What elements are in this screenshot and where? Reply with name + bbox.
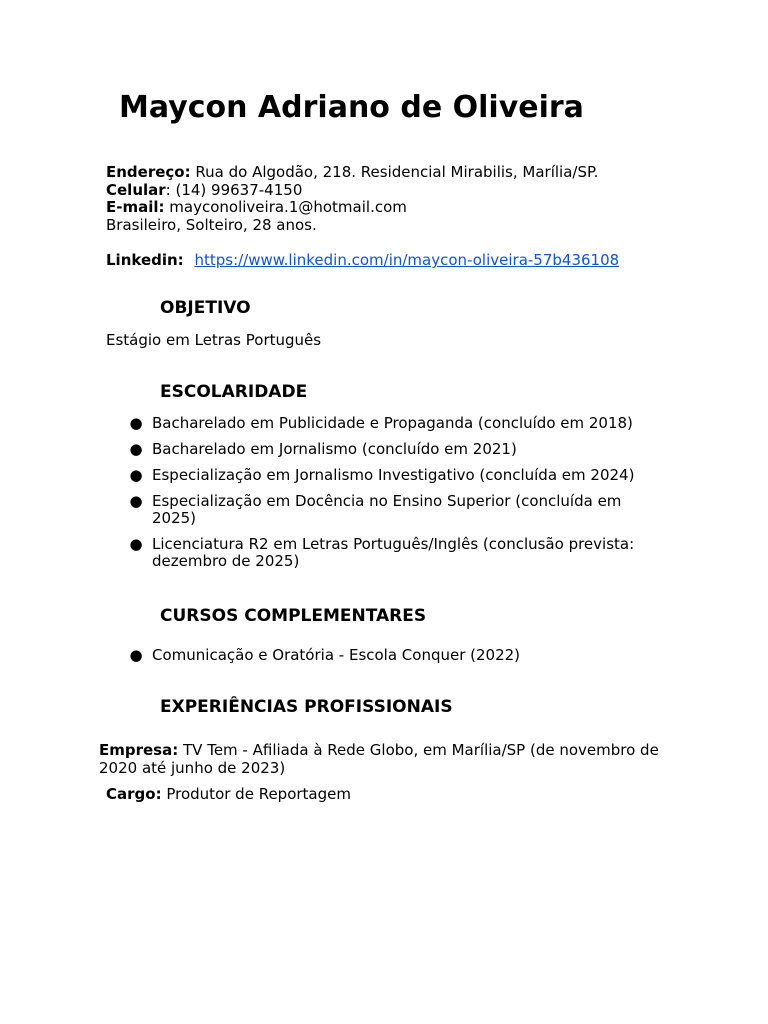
- education-list: [0, 415, 768, 579]
- courses-heading: CURSOS COMPLEMENTARES: [160, 606, 427, 626]
- phone-label: Celular: [106, 181, 166, 199]
- list-item: [0, 441, 662, 458]
- list-item: [0, 647, 662, 664]
- email-value: mayconoliveira.1@hotmail.com: [169, 198, 407, 216]
- email-line: [106, 198, 407, 216]
- linkedin-line: [106, 251, 619, 269]
- phone-value: : (14) 99637-4150: [165, 181, 303, 199]
- bullet-icon: ●: [129, 535, 143, 553]
- list-item: [0, 493, 662, 527]
- objective-text: Estágio em Letras Português: [106, 331, 322, 349]
- role-line: [106, 785, 351, 803]
- company-value: TV Tem - Afiliada à Rede Globo, em Marília/SP (de novembro de 2020 até junho de 2023): [99, 741, 659, 777]
- address-label: Endereço:: [106, 163, 191, 181]
- company-label: Empresa:: [99, 741, 179, 759]
- course-item-text: Comunicação e Oratória - Escola Conquer (2022): [152, 646, 521, 664]
- list-item: [0, 467, 662, 484]
- education-item-text: Bacharelado em Publicidade e Propaganda (concluído em 2018): [152, 414, 633, 432]
- role-label: Cargo:: [106, 785, 162, 803]
- address-line: [106, 163, 598, 181]
- education-item-text: Especialização em Jornalismo Investigativo (concluída em 2024): [152, 466, 635, 484]
- candidate-name: Maycon Adriano de Oliveira: [119, 90, 584, 125]
- courses-list: [0, 647, 768, 673]
- education-item-text: Licenciatura R2 em Letras Português/Inglês (conclusão prevista: dezembro de 2025): [152, 535, 635, 570]
- personal-info: Brasileiro, Solteiro, 28 anos.: [106, 216, 317, 234]
- linkedin-link[interactable]: https://www.linkedin.com/in/maycon-oliveira-57b436108: [194, 251, 620, 269]
- linkedin-label: Linkedin:: [106, 251, 184, 269]
- phone-line: [106, 181, 302, 199]
- bullet-icon: ●: [129, 646, 143, 664]
- list-item: [0, 536, 662, 570]
- education-heading: ESCOLARIDADE: [160, 382, 308, 402]
- experience-heading: EXPERIÊNCIAS PROFISSIONAIS: [160, 697, 453, 717]
- bullet-icon: ●: [129, 466, 143, 484]
- bullet-icon: ●: [129, 414, 143, 432]
- bullet-icon: ●: [129, 440, 143, 458]
- education-item-text: Bacharelado em Jornalismo (concluído em 2021): [152, 440, 517, 458]
- role-value: Produtor de Reportagem: [166, 785, 351, 803]
- objective-heading: OBJETIVO: [160, 298, 251, 318]
- education-item-text: Especialização em Docência no Ensino Superior (concluída em 2025): [152, 492, 622, 527]
- list-item: [0, 415, 662, 432]
- address-value: Rua do Algodão, 218. Residencial Mirabilis, Marília/SP.: [195, 163, 599, 181]
- bullet-icon: ●: [129, 492, 143, 510]
- email-label: E-mail:: [106, 198, 165, 216]
- company-line: [99, 741, 679, 777]
